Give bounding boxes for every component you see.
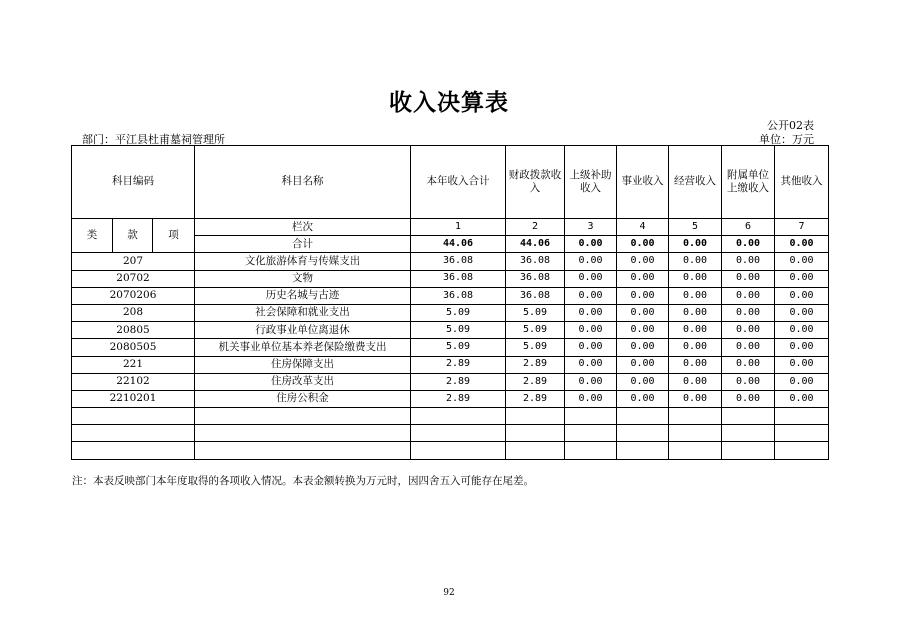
row-code: 2070206 [72, 287, 195, 304]
table-row [72, 339, 829, 356]
row-value: 0.00 [565, 373, 617, 390]
total-value: 0.00 [722, 236, 775, 253]
row-value [722, 408, 775, 425]
column-number: 2 [506, 219, 565, 236]
row-value: 0.00 [722, 270, 775, 287]
row-code: 221 [72, 356, 195, 373]
row-value [565, 425, 617, 442]
row-value: 0.00 [775, 287, 829, 304]
row-value: 0.00 [722, 356, 775, 373]
row-value: 0.00 [617, 304, 669, 321]
row-value: 36.08 [506, 253, 565, 270]
table-row [72, 253, 829, 270]
row-value: 36.08 [506, 270, 565, 287]
row-value: 0.00 [565, 253, 617, 270]
row-value: 5.09 [411, 304, 506, 321]
row-value: 0.00 [565, 270, 617, 287]
row-value [722, 425, 775, 442]
row-value [506, 442, 565, 459]
header-name: 科目名称 [195, 146, 411, 219]
row-value [411, 442, 506, 459]
row-value [565, 442, 617, 459]
row-value: 0.00 [775, 322, 829, 339]
row-code [72, 408, 195, 425]
row-code [72, 425, 195, 442]
row-value: 0.00 [617, 270, 669, 287]
row-value: 2.89 [506, 356, 565, 373]
row-value: 0.00 [617, 339, 669, 356]
row-value [411, 425, 506, 442]
page-number: 92 [443, 588, 455, 598]
row-value: 2.89 [506, 390, 565, 407]
header-superior-subsidy: 上级补助收入 [565, 146, 617, 219]
table-row [72, 373, 829, 390]
row-value: 0.00 [565, 356, 617, 373]
row-value [669, 425, 722, 442]
row-value: 2.89 [411, 373, 506, 390]
row-code [72, 442, 195, 459]
row-value: 0.00 [722, 253, 775, 270]
header-total-income: 本年收入合计 [411, 146, 506, 219]
row-value: 0.00 [565, 287, 617, 304]
row-value: 5.09 [506, 339, 565, 356]
row-value: 0.00 [775, 304, 829, 321]
table-row [72, 304, 829, 321]
row-name [195, 408, 411, 425]
row-value: 0.00 [617, 356, 669, 373]
row-value: 0.00 [669, 339, 722, 356]
income-table [71, 145, 829, 460]
row-value: 36.08 [506, 287, 565, 304]
row-value: 0.00 [669, 253, 722, 270]
row-code: 22102 [72, 373, 195, 390]
column-number: 5 [669, 219, 722, 236]
header-lei: 类 [72, 219, 113, 253]
table-note: 注：本表反映部门本年度取得的各项收入情况。本表金额转换为万元时，因四舍五入可能存在尾差。 [72, 475, 534, 487]
row-value [565, 408, 617, 425]
row-name: 文物 [195, 270, 411, 287]
row-name: 住房公积金 [195, 390, 411, 407]
row-name: 社会保障和就业支出 [195, 304, 411, 321]
row-value: 0.00 [669, 322, 722, 339]
row-value: 0.00 [565, 304, 617, 321]
row-value: 0.00 [722, 390, 775, 407]
row-value [617, 408, 669, 425]
header-xiang: 项 [153, 219, 195, 253]
header-business-income: 事业收入 [617, 146, 669, 219]
row-value: 0.00 [775, 356, 829, 373]
row-value: 36.08 [411, 253, 506, 270]
row-value: 36.08 [411, 270, 506, 287]
row-name: 文化旅游体育与传媒支出 [195, 253, 411, 270]
column-number-row [72, 219, 829, 236]
row-value [669, 408, 722, 425]
row-value: 0.00 [722, 304, 775, 321]
header-lanci: 栏次 [195, 219, 411, 236]
row-value: 5.09 [411, 322, 506, 339]
row-value: 0.00 [722, 339, 775, 356]
row-value: 0.00 [617, 390, 669, 407]
row-value: 0.00 [669, 304, 722, 321]
total-label: 合计 [195, 236, 411, 253]
table-row [72, 287, 829, 304]
header-other-income: 其他收入 [775, 146, 829, 219]
row-value: 2.89 [411, 390, 506, 407]
header-code: 科目编码 [72, 146, 195, 219]
row-value: 0.00 [669, 373, 722, 390]
total-value: 0.00 [617, 236, 669, 253]
row-value: 0.00 [775, 270, 829, 287]
row-value [411, 408, 506, 425]
row-value: 0.00 [565, 390, 617, 407]
header-operating-income: 经营收入 [669, 146, 722, 219]
unit-label: 单位：万元 [759, 133, 814, 146]
total-value: 0.00 [565, 236, 617, 253]
row-value [775, 425, 829, 442]
row-value: 0.00 [669, 356, 722, 373]
column-number: 4 [617, 219, 669, 236]
row-value: 5.09 [411, 339, 506, 356]
table-row [72, 390, 829, 407]
row-value [506, 408, 565, 425]
row-value: 0.00 [617, 253, 669, 270]
column-number: 1 [411, 219, 506, 236]
column-number: 6 [722, 219, 775, 236]
row-name: 历史名城与古迹 [195, 287, 411, 304]
row-value: 0.00 [722, 373, 775, 390]
empty-row [72, 425, 829, 442]
page-title: 收入决算表 [389, 90, 509, 116]
row-value: 2.89 [506, 373, 565, 390]
row-value: 36.08 [411, 287, 506, 304]
total-value: 0.00 [775, 236, 829, 253]
empty-row [72, 442, 829, 459]
form-number: 公开02表 [767, 119, 814, 132]
row-value: 0.00 [722, 322, 775, 339]
row-value: 2.89 [411, 356, 506, 373]
row-value [617, 442, 669, 459]
row-value [775, 408, 829, 425]
total-value: 0.00 [669, 236, 722, 253]
row-code: 2210201 [72, 390, 195, 407]
row-value: 0.00 [565, 339, 617, 356]
row-value: 0.00 [669, 287, 722, 304]
row-code: 2080505 [72, 339, 195, 356]
row-value [669, 442, 722, 459]
department-label: 部门：平江县杜甫墓祠管理所 [82, 133, 225, 146]
row-value [506, 425, 565, 442]
row-value: 0.00 [617, 287, 669, 304]
row-value: 0.00 [775, 339, 829, 356]
row-name: 住房保障支出 [195, 356, 411, 373]
row-value: 0.00 [775, 373, 829, 390]
row-value: 5.09 [506, 304, 565, 321]
row-value: 0.00 [617, 373, 669, 390]
row-value [617, 425, 669, 442]
table-row [72, 270, 829, 287]
row-value [722, 442, 775, 459]
header-row [72, 146, 829, 219]
row-value: 0.00 [565, 322, 617, 339]
row-value: 5.09 [506, 322, 565, 339]
header-fiscal-appropriation: 财政拨款收入 [506, 146, 565, 219]
row-value: 0.00 [669, 390, 722, 407]
row-code: 20702 [72, 270, 195, 287]
column-number: 7 [775, 219, 829, 236]
row-code: 208 [72, 304, 195, 321]
row-name [195, 442, 411, 459]
row-name [195, 425, 411, 442]
table-row [72, 356, 829, 373]
row-value: 0.00 [617, 322, 669, 339]
table-row [72, 322, 829, 339]
row-value: 0.00 [775, 253, 829, 270]
row-name: 住房改革支出 [195, 373, 411, 390]
empty-row [72, 408, 829, 425]
row-value [775, 442, 829, 459]
header-affiliated-income: 附属单位上缴收入 [722, 146, 775, 219]
row-code: 20805 [72, 322, 195, 339]
row-value: 0.00 [775, 390, 829, 407]
total-value: 44.06 [411, 236, 506, 253]
row-value: 0.00 [722, 287, 775, 304]
total-value: 44.06 [506, 236, 565, 253]
header-kuan: 款 [113, 219, 153, 253]
row-name: 行政事业单位离退休 [195, 322, 411, 339]
row-name: 机关事业单位基本养老保险缴费支出 [195, 339, 411, 356]
row-code: 207 [72, 253, 195, 270]
row-value: 0.00 [669, 270, 722, 287]
column-number: 3 [565, 219, 617, 236]
